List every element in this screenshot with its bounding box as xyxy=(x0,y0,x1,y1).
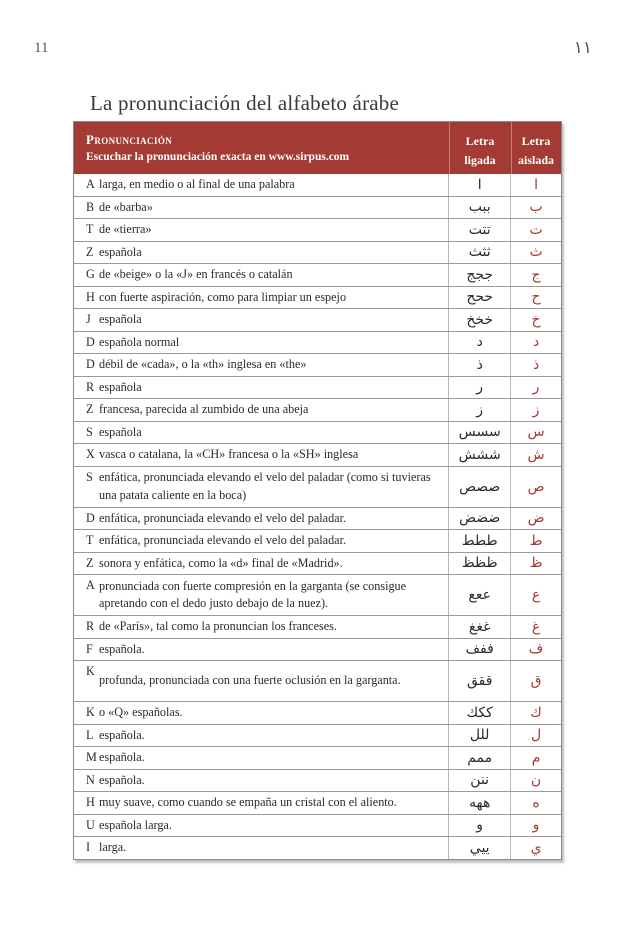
isolated-letter: ع xyxy=(531,587,541,603)
linked-letter: ههه xyxy=(449,792,511,814)
isolated-letter: غ xyxy=(531,618,541,635)
latin-letter: B xyxy=(86,199,95,214)
linked-letter: د xyxy=(449,332,511,354)
isolated-letter: ث xyxy=(529,244,543,261)
pronunciation-cell xyxy=(74,219,449,241)
latin-letter: U xyxy=(86,817,95,832)
table-row xyxy=(74,331,561,354)
linked-letter: صصص xyxy=(449,467,511,507)
pronunciation-description: enfática, pronunciada elevando el velo del paladar (como si tuvieras una patata caliente en la boca) xyxy=(99,470,431,502)
isolated-letter: ك xyxy=(530,704,542,721)
table-row xyxy=(74,638,561,661)
isolated-letter: د xyxy=(532,334,540,351)
isolated-letter: و xyxy=(532,817,540,834)
pronunciation-cell xyxy=(74,197,449,219)
table-row xyxy=(74,660,561,701)
pronunciation-description: de «París», tal como la pronuncian los franceses. xyxy=(99,619,337,633)
linked-letter: سسس xyxy=(449,422,511,444)
pronunciation-cell xyxy=(74,467,449,507)
isolated-letter: ط xyxy=(529,532,543,549)
latin-letter: L xyxy=(86,727,94,742)
latin-letter: D xyxy=(86,357,95,371)
pronunciation-description: vasca o catalana, la «CH» francesa o la «SH» inglesa xyxy=(99,447,359,461)
latin-letter: F xyxy=(86,641,93,656)
pronunciation-cell xyxy=(74,770,449,792)
pronunciation-description: española. xyxy=(99,727,145,742)
isolated-letter: ت xyxy=(529,221,543,238)
latin-letter: K xyxy=(86,664,95,678)
table-row xyxy=(74,466,561,507)
header-isolated-line1: Letra xyxy=(521,134,551,148)
table-row xyxy=(74,507,561,530)
table-row xyxy=(74,769,561,792)
linked-letter: ببب xyxy=(449,197,511,219)
pronunciation-description: enfática, pronunciada elevando el velo del paladar. xyxy=(99,533,347,547)
table-row xyxy=(74,615,561,638)
table-row xyxy=(74,552,561,575)
linked-letter: ذ xyxy=(449,354,511,376)
latin-letter: I xyxy=(86,840,91,854)
isolated-letter: خ xyxy=(531,311,541,328)
pronunciation-description: española xyxy=(99,379,142,394)
isolated-letter: ح xyxy=(531,289,541,306)
linked-letter: ططط xyxy=(449,530,511,552)
pronunciation-cell xyxy=(74,287,449,309)
pronunciation-cell xyxy=(74,309,449,331)
pronunciation-cell xyxy=(74,639,449,661)
table-row xyxy=(74,218,561,241)
pronunciation-cell xyxy=(74,725,449,747)
pronunciation-description: española. xyxy=(99,750,145,764)
isolated-letter: ز xyxy=(532,401,540,418)
header-pronunciation-title: Pronunciación xyxy=(86,132,173,147)
table-row xyxy=(74,814,561,837)
pronunciation-cell xyxy=(74,444,449,466)
isolated-letter: م xyxy=(531,749,541,766)
latin-letter: N xyxy=(86,772,95,787)
pronunciation-description: sonora y enfática, como la «d» final de «Madrid». xyxy=(99,555,343,570)
linked-letter: ححح xyxy=(449,287,511,309)
pronunciation-description: enfática, pronunciada elevando el velo del paladar. xyxy=(99,510,347,525)
linked-letter: ر xyxy=(449,377,511,399)
latin-letter: Z xyxy=(86,402,94,416)
linked-letter: ففف xyxy=(449,639,511,661)
table-row xyxy=(74,724,561,747)
pronunciation-description: española xyxy=(99,244,142,259)
pronunciation-description: larga. xyxy=(99,840,127,854)
latin-letter: D xyxy=(86,510,95,525)
latin-letter: A xyxy=(86,177,95,191)
table-row xyxy=(74,574,561,615)
table-row xyxy=(74,196,561,219)
table-row xyxy=(74,308,561,331)
table-row xyxy=(74,701,561,724)
pronunciation-description: francesa, parecida al zumbido de una abeja xyxy=(99,402,309,416)
linked-letter: للل xyxy=(449,725,511,747)
latin-letter: G xyxy=(86,267,95,281)
linked-letter: غغغ xyxy=(449,616,511,638)
table-row xyxy=(74,286,561,309)
linked-letter: ننن xyxy=(449,770,511,792)
header-isolated-line2: aislada xyxy=(517,153,554,167)
table-row xyxy=(74,791,561,814)
latin-letter: T xyxy=(86,222,94,236)
table-row xyxy=(74,263,561,286)
page-title: La pronunciación del alfabeto árabe xyxy=(90,91,400,115)
latin-letter: Z xyxy=(86,555,94,570)
pronunciation-description: de «tierra» xyxy=(99,222,152,236)
pronunciation-cell xyxy=(74,242,449,264)
linked-letter: ججج xyxy=(449,264,511,286)
linked-letter: ششش xyxy=(449,444,511,466)
table-row xyxy=(74,241,561,264)
latin-letter: R xyxy=(86,619,95,633)
pronunciation-description: o «Q» españolas. xyxy=(99,705,183,719)
linked-letter: ثثث xyxy=(449,242,511,264)
pronunciation-cell xyxy=(74,399,449,421)
linked-letter: و xyxy=(449,815,511,837)
linked-letter: ققق xyxy=(449,661,511,701)
latin-letter: X xyxy=(86,447,95,461)
table-row xyxy=(74,746,561,769)
pronunciation-cell xyxy=(74,354,449,376)
header-pronunciation-subtitle: Escuchar la pronunciación exacta en www.sirpus.com xyxy=(86,151,350,163)
table-body xyxy=(74,174,561,859)
latin-letter: T xyxy=(86,533,94,547)
latin-letter: A xyxy=(86,578,95,592)
isolated-letter: ش xyxy=(527,446,545,463)
header-linked-letter xyxy=(449,132,511,170)
latin-letter: Z xyxy=(86,244,94,259)
isolated-letter: ن xyxy=(530,772,542,789)
linked-letter: ممم xyxy=(449,747,511,769)
isolated-letter: ض xyxy=(527,510,545,527)
pronunciation-cell xyxy=(74,508,449,530)
pronunciation-description: larga, en medio o al final de una palabra xyxy=(99,177,295,191)
pronunciation-cell xyxy=(74,747,449,769)
linked-letter: ظظظ xyxy=(449,553,511,575)
pronunciation-description: con fuerte aspiración, como para limpiar un espejo xyxy=(99,289,347,304)
latin-letter: S xyxy=(86,469,93,484)
header-linked-line1: Letra xyxy=(465,134,495,148)
pronunciation-cell xyxy=(74,792,449,814)
table-row xyxy=(74,353,561,376)
latin-letter: S xyxy=(86,424,93,439)
header-linked-line2: ligada xyxy=(464,153,496,167)
linked-letter: ا xyxy=(449,174,511,196)
isolated-letter: ق xyxy=(530,673,542,689)
pronunciation-cell xyxy=(74,553,449,575)
pronunciation-cell xyxy=(74,616,449,638)
pronunciation-cell xyxy=(74,264,449,286)
pronunciation-cell xyxy=(74,174,449,196)
pronunciation-cell xyxy=(74,377,449,399)
table-row xyxy=(74,529,561,552)
isolated-letter: س xyxy=(527,424,545,441)
latin-letter: H xyxy=(86,795,95,809)
pronunciation-description: española normal xyxy=(99,334,180,349)
pronunciation-description: española xyxy=(99,424,142,439)
table-row xyxy=(74,174,561,196)
pronunciation-description: española. xyxy=(99,641,145,656)
pronunciation-cell xyxy=(74,837,449,859)
pronunciation-description: pronunciada con fuerte compresión en la garganta (se consigue apretando con el dedo justo debajo de la nuez). xyxy=(99,578,407,610)
pronunciation-description: profunda, pronunciada con una fuerte oclusión en la garganta. xyxy=(99,673,401,688)
table-row xyxy=(74,376,561,399)
table-header xyxy=(74,122,561,174)
isolated-letter: ر xyxy=(532,379,540,396)
isolated-letter: ذ xyxy=(532,356,540,373)
linked-letter: ييي xyxy=(449,837,511,859)
linked-letter: تتت xyxy=(449,219,511,241)
pronunciation-cell xyxy=(74,661,449,701)
table-row xyxy=(74,443,561,466)
pronunciation-description: española larga. xyxy=(99,817,172,832)
isolated-letter: ل xyxy=(530,727,542,744)
table-row xyxy=(74,398,561,421)
pronunciation-description: débil de «cada», o la «th» inglesa en «the» xyxy=(99,357,307,371)
pronunciation-cell xyxy=(74,702,449,724)
isolated-letter: ا xyxy=(534,176,538,193)
isolated-letter: ي xyxy=(530,839,542,856)
pronunciation-description: muy suave, como cuando se empaña un cristal con el aliento. xyxy=(99,795,397,809)
pronunciation-description: española xyxy=(99,312,142,326)
header-isolated-letter xyxy=(511,132,561,170)
isolated-letter: ه xyxy=(532,794,540,811)
linked-letter: ز xyxy=(449,399,511,421)
latin-letter: D xyxy=(86,334,95,349)
latin-letter: J xyxy=(86,312,91,326)
isolated-letter: ص xyxy=(527,478,545,495)
table-row xyxy=(74,421,561,444)
pronunciation-cell xyxy=(74,332,449,354)
page-number-left: 11 xyxy=(34,40,49,56)
latin-letter: R xyxy=(86,379,95,394)
pronunciation-cell xyxy=(74,422,449,444)
table-row xyxy=(74,836,561,859)
page-number-right: ١١ xyxy=(573,38,592,58)
isolated-letter: ف xyxy=(528,641,544,658)
linked-letter: ككك xyxy=(449,702,511,724)
pronunciation-description: española. xyxy=(99,772,145,787)
pronunciation-description: de «beige» o la «J» en francés o catalán xyxy=(99,267,293,281)
latin-letter: H xyxy=(86,289,95,304)
alphabet-table xyxy=(73,121,562,860)
isolated-letter: ب xyxy=(529,199,543,216)
linked-letter: ضضض xyxy=(449,508,511,530)
linked-letter: ععع xyxy=(449,575,511,615)
pronunciation-cell xyxy=(74,575,449,615)
latin-letter: K xyxy=(86,705,95,719)
latin-letter: M xyxy=(86,750,97,764)
pronunciation-description: de «barba» xyxy=(99,199,153,214)
pronunciation-cell xyxy=(74,815,449,837)
isolated-letter: ج xyxy=(531,266,541,283)
pronunciation-cell xyxy=(74,530,449,552)
isolated-letter: ظ xyxy=(529,555,543,572)
linked-letter: خخخ xyxy=(449,309,511,331)
